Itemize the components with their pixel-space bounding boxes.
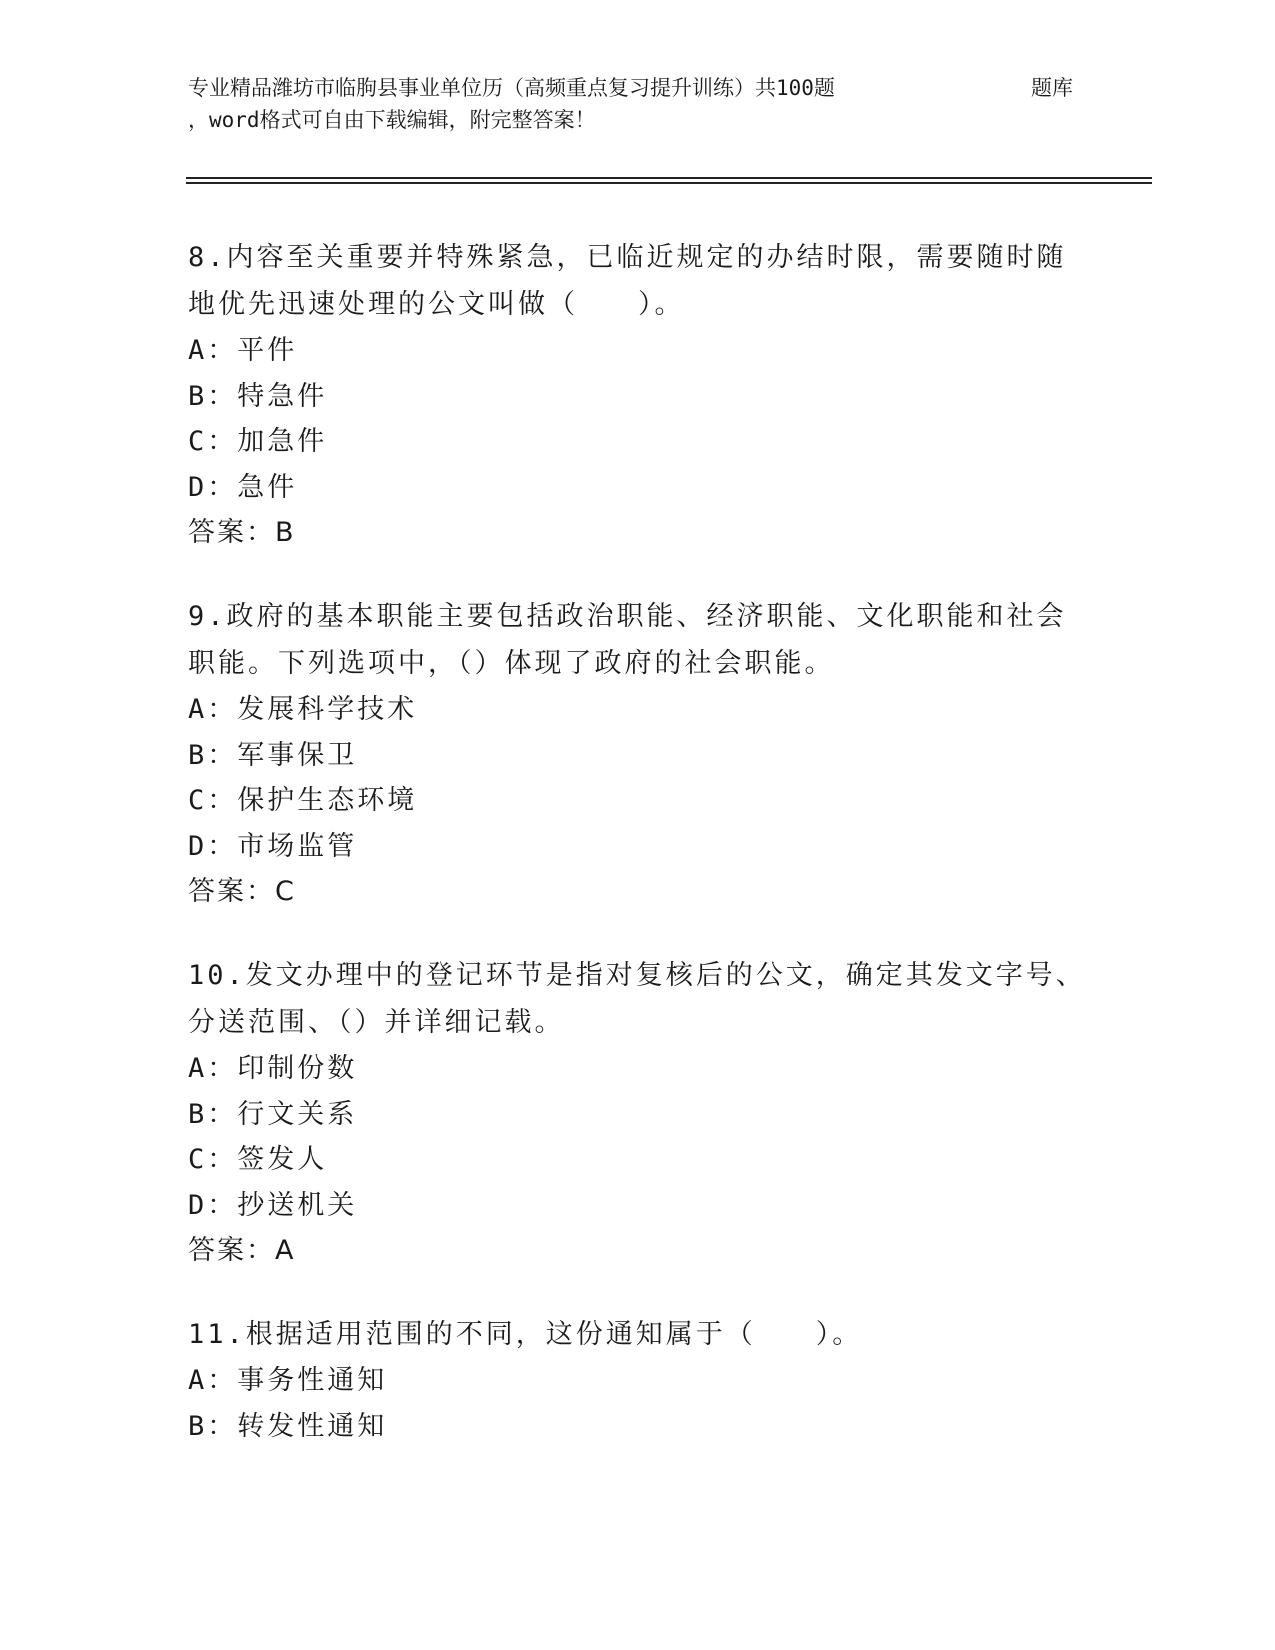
question-list <box>188 234 1088 1487</box>
option-a: A：印制份数 <box>188 1053 358 1084</box>
option-d: D：急件 <box>188 471 298 503</box>
header-tag: 题库 <box>1031 76 1073 100</box>
option-a: A：平件 <box>188 335 298 366</box>
question-text: 9.政府的基本职能主要包括政治职能、经济职能、文化职能和社会职能。下列选项中，（）体现了政府的社会职能。 <box>188 601 1067 679</box>
question-8 <box>188 234 1088 555</box>
option-d: D：抄送机关 <box>188 1189 358 1221</box>
header-divider-top <box>186 177 1152 179</box>
option-b: B：转发性通知 <box>188 1410 388 1442</box>
header-divider-bottom <box>186 182 1152 184</box>
option-d: D：市场监管 <box>188 830 358 862</box>
option-a: A：发展科学技术 <box>188 694 418 725</box>
header-title: 专业精品潍坊市临朐县事业单位历（高频重点复习提升训练）共100题 <box>188 76 835 100</box>
question-9 <box>188 593 1088 914</box>
question-text: 11.根据适用范围的不同，这份通知属于（ ）。 <box>188 1319 863 1350</box>
header-title-line <box>188 72 1088 104</box>
option-c: C：签发人 <box>188 1144 328 1175</box>
option-a: A：事务性通知 <box>188 1365 388 1396</box>
answer: 答案：C <box>188 876 296 907</box>
question-10 <box>188 952 1088 1273</box>
option-b: B：军事保卫 <box>188 739 358 771</box>
header-subtitle: ，word格式可自由下载编辑，附完整答案！ <box>188 108 596 132</box>
answer: 答案：B <box>188 517 296 548</box>
question-11 <box>188 1311 1088 1449</box>
question-text: 8.内容至关重要并特殊紧急，已临近规定的办结时限，需要随时随地优先迅速处理的公文叫做（ ）。 <box>188 242 1067 320</box>
page-header <box>188 72 1088 136</box>
option-b: B：行文关系 <box>188 1098 358 1130</box>
option-c: C：加急件 <box>188 426 328 457</box>
option-c: C：保护生态环境 <box>188 785 418 816</box>
option-b: B：特急件 <box>188 380 328 412</box>
question-text: 10.发文办理中的登记环节是指对复核后的公文，确定其发文字号、分送范围、（）并详细记载。 <box>188 960 1086 1038</box>
answer: 答案：A <box>188 1235 296 1266</box>
